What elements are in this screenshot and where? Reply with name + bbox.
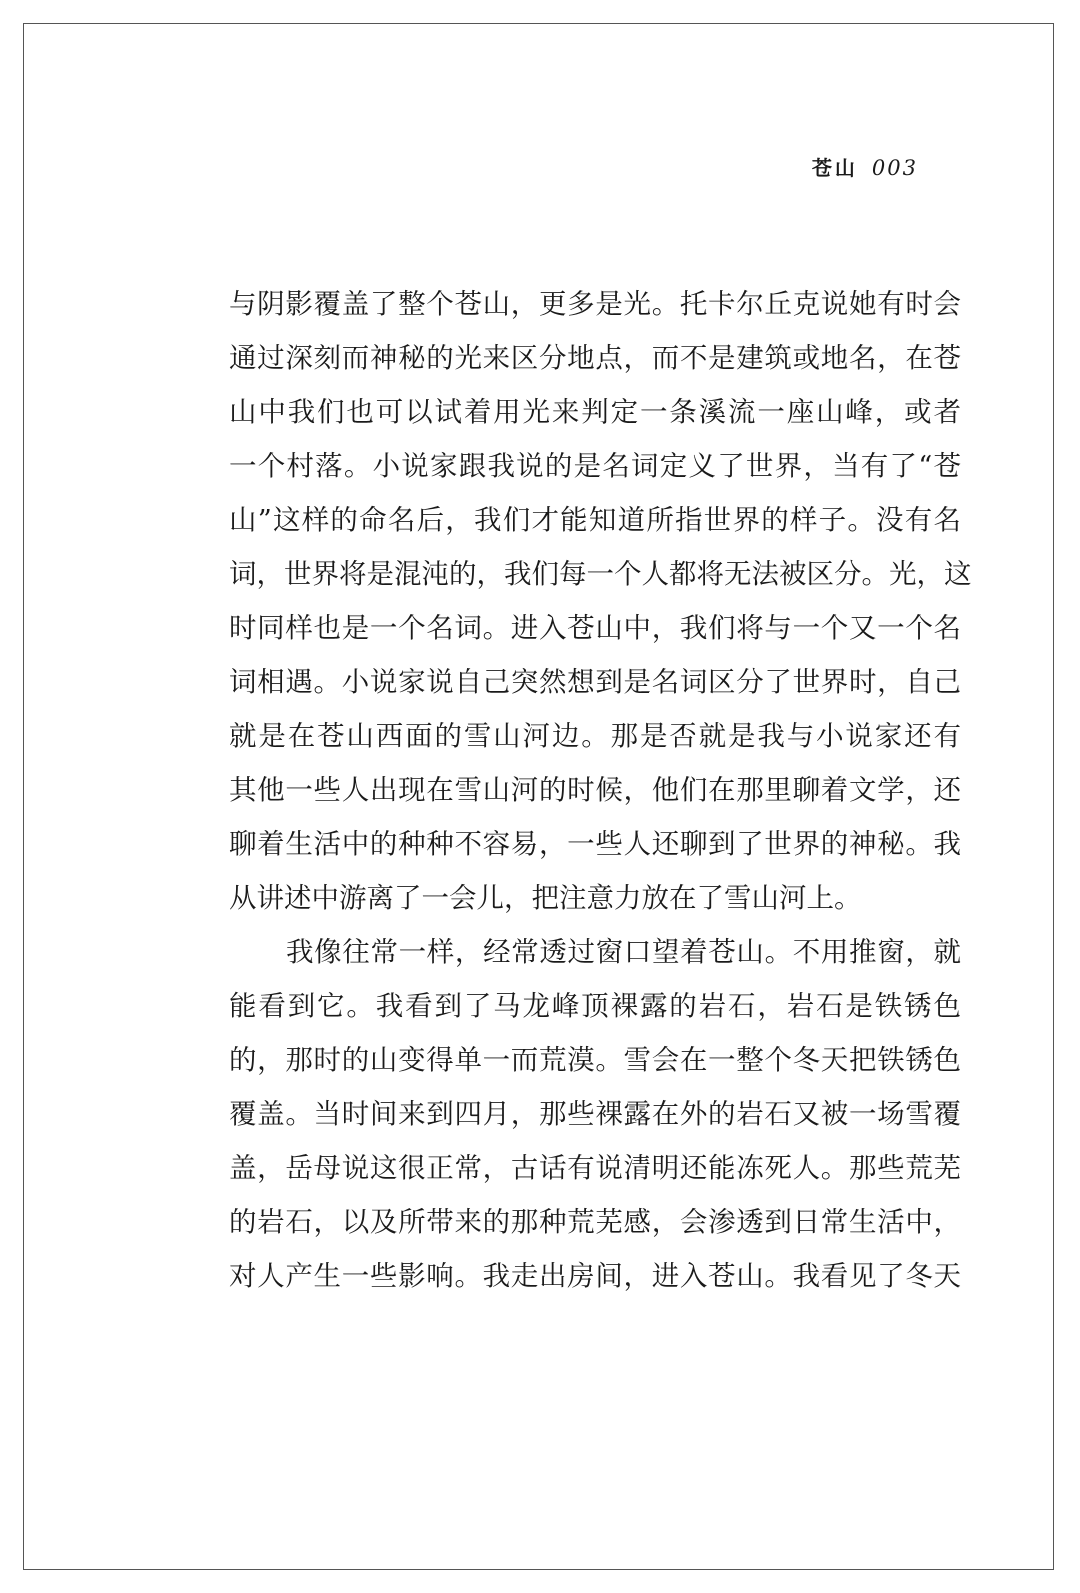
text-line: 其他一些人出现在雪山河的时候，他们在那里聊着文学，还 <box>229 774 961 806</box>
body-text <box>229 277 972 1303</box>
text-line: 词相遇。小说家说自己突然想到是名词区分了世界时，自己 <box>229 666 961 698</box>
chapter-title: 苍山 <box>811 156 858 180</box>
paragraph-start-line: 我像往常一样，经常透过窗口望着苍山。不用推窗，就 <box>286 936 961 968</box>
text-line: 覆盖。当时间来到四月，那些裸露在外的岩石又被一场雪覆 <box>229 1098 961 1130</box>
text-line: 对人产生一些影响。我走出房间，进入苍山。我看见了冬天 <box>229 1260 961 1292</box>
text-line: 一个村落。小说家跟我说的是名词定义了世界，当有了“苍 <box>229 450 961 482</box>
text-line: 山中我们也可以试着用光来判定一条溪流一座山峰，或者 <box>229 396 961 428</box>
text-line: 盖，岳母说这很正常，古话有说清明还能冻死人。那些荒芜 <box>229 1152 961 1184</box>
text-line: 聊着生活中的种种不容易，一些人还聊到了世界的神秘。我 <box>229 828 961 860</box>
text-line: 的，那时的山变得单一而荒漠。雪会在一整个冬天把铁锈色 <box>229 1044 961 1076</box>
text-line: 词，世界将是混沌的，我们每一个人都将无法被区分。光，这 <box>229 558 972 590</box>
text-line: 时同样也是一个名词。进入苍山中，我们将与一个又一个名 <box>229 612 961 644</box>
paragraph-end-line: 从讲述中游离了一会儿，把注意力放在了雪山河上。 <box>229 882 862 914</box>
text-line: 就是在苍山西面的雪山河边。那是否就是我与小说家还有 <box>229 720 961 752</box>
text-line: 的岩石，以及所带来的那种荒芜感，会渗透到日常生活中， <box>229 1206 961 1238</box>
text-line: 通过深刻而神秘的光来区分地点，而不是建筑或地名，在苍 <box>229 342 961 374</box>
page-number: 003 <box>871 156 918 180</box>
text-line: 山”这样的命名后，我们才能知道所指世界的样子。没有名 <box>229 504 961 536</box>
page-frame <box>23 23 1054 1570</box>
running-head <box>24 152 918 184</box>
text-line: 与阴影覆盖了整个苍山，更多是光。托卡尔丘克说她有时会 <box>229 288 961 320</box>
text-line: 能看到它。我看到了马龙峰顶裸露的岩石，岩石是铁锈色 <box>229 990 961 1022</box>
